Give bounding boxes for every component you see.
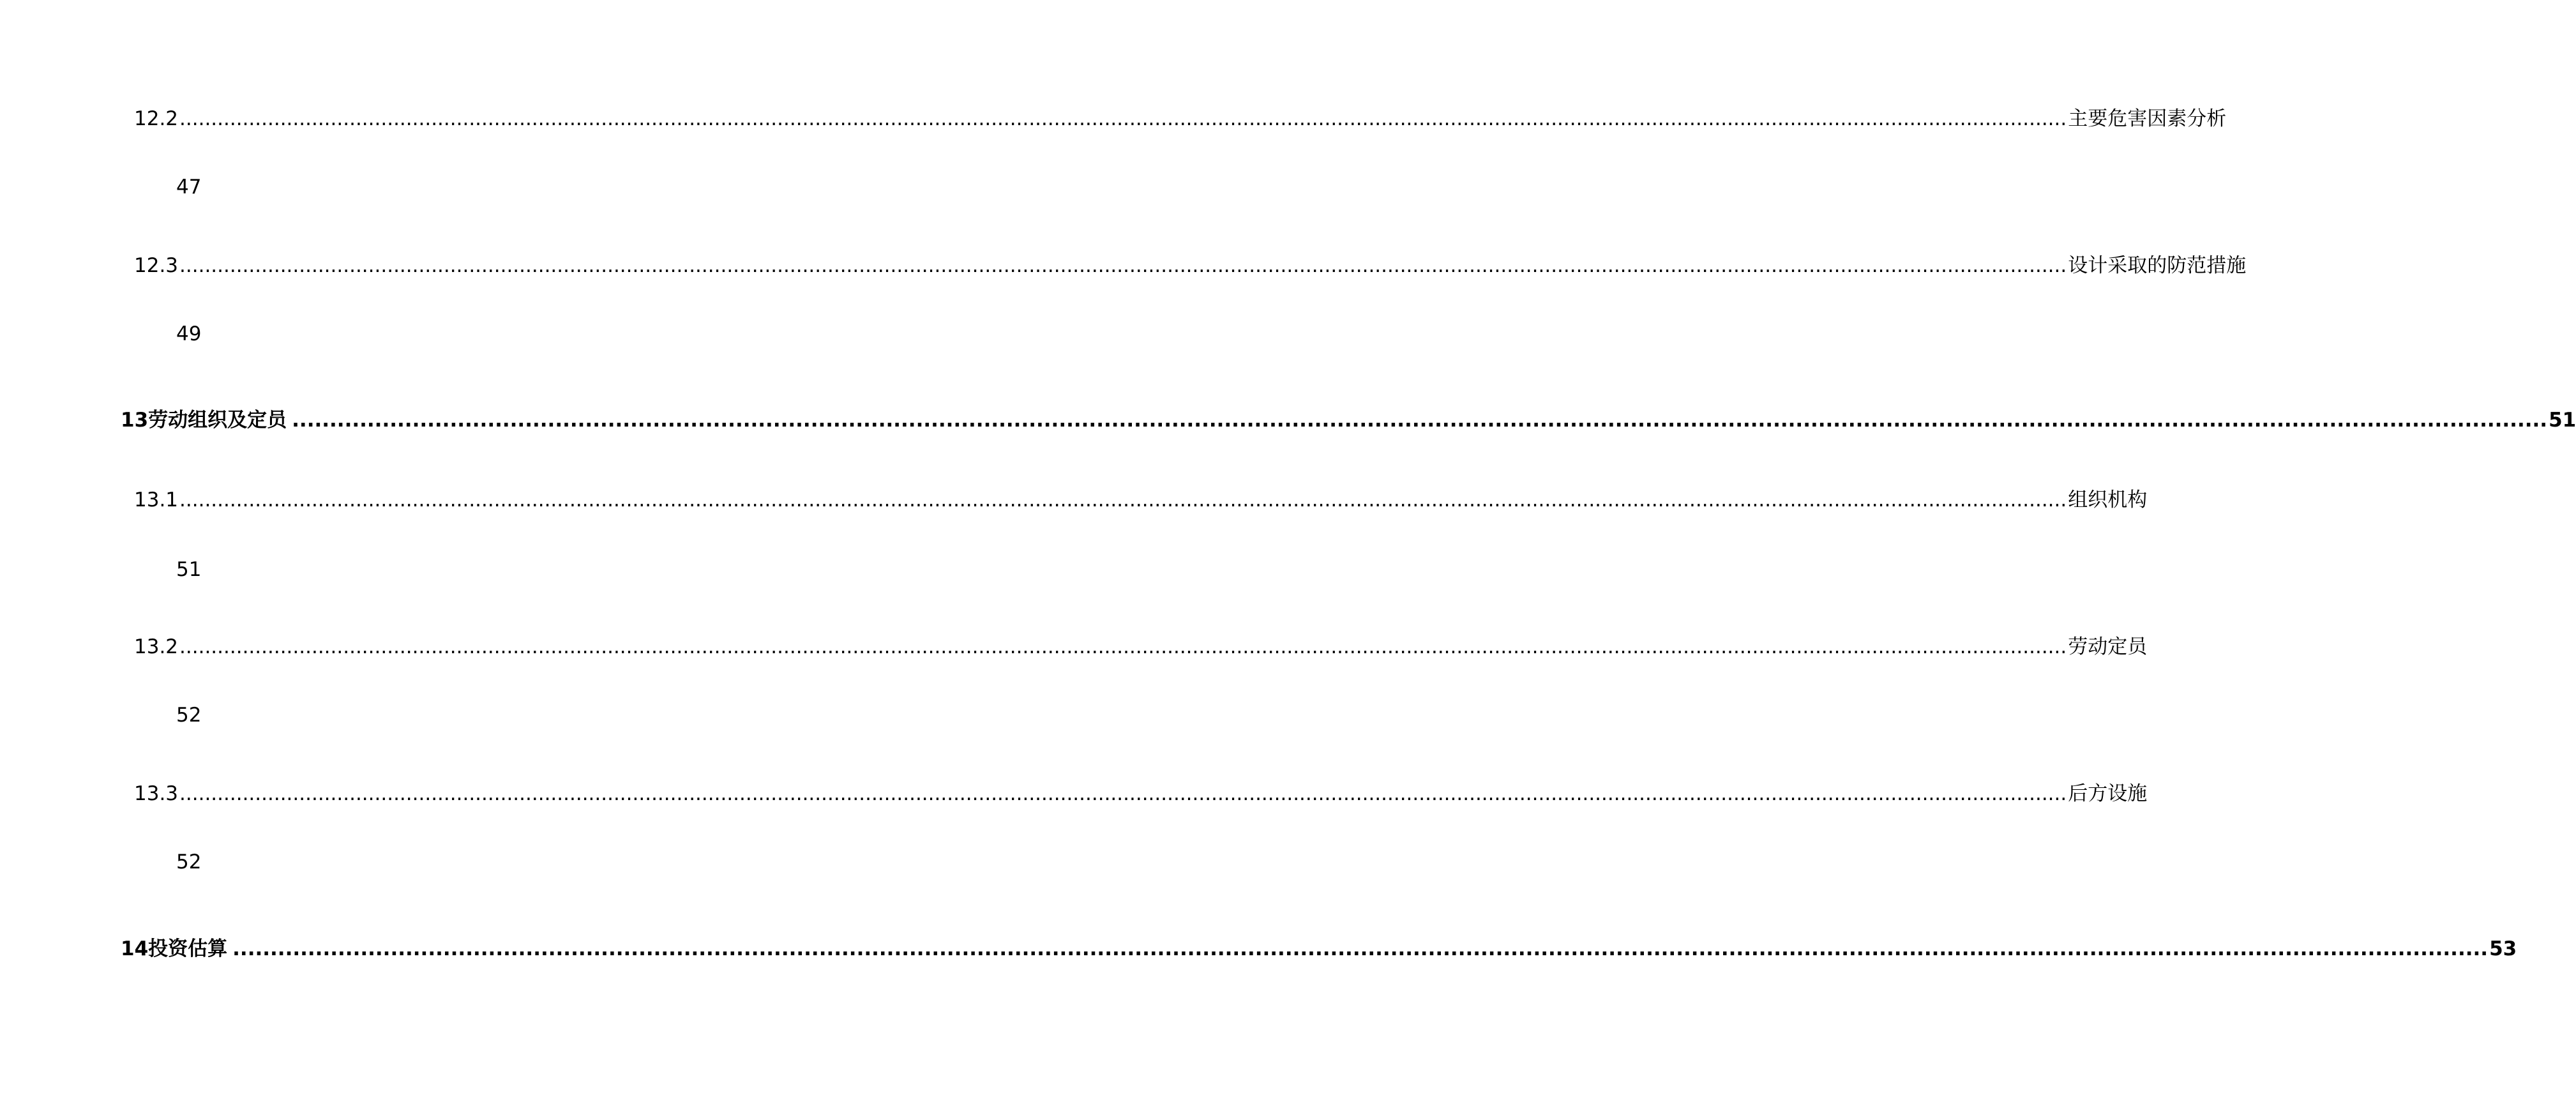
dot-leader: ............................................................................................................................................................................................................................................................................................................ bbox=[179, 635, 2067, 658]
toc-page-number: 51 bbox=[176, 558, 202, 581]
toc-title: 后方设施 bbox=[2068, 782, 2148, 805]
toc-title: 劳动定员 bbox=[2068, 635, 2148, 658]
toc-entry-13[interactable] bbox=[121, 404, 2576, 432]
toc-entry-14[interactable] bbox=[121, 932, 2517, 961]
toc-entry-13-1[interactable] bbox=[134, 483, 2148, 512]
toc-entry-12-3[interactable] bbox=[134, 249, 2247, 278]
toc-title: 组织机构 bbox=[2068, 488, 2148, 511]
dot-leader: ............................................................................................................................................................................................................................................................................................................ bbox=[179, 254, 2067, 277]
toc-entry-12-2[interactable] bbox=[134, 102, 2227, 131]
toc-number: 12.3 bbox=[134, 254, 179, 277]
toc-page-number: 53 bbox=[2489, 937, 2517, 960]
toc-title: 主要危害因素分析 bbox=[2068, 107, 2227, 130]
toc-number: 13.1 bbox=[134, 488, 179, 511]
toc-number: 13 bbox=[121, 409, 149, 432]
toc-page-number: 47 bbox=[176, 176, 202, 199]
toc-number: 14 bbox=[121, 937, 149, 960]
dot-leader: ............................................................................................................................................................................................................................................................................................................ bbox=[179, 488, 2067, 511]
dot-leader: ............................................................................................................................................................................................................................................................................................................ bbox=[232, 937, 2489, 960]
dot-leader: ............................................................................................................................................................................................................................................................................................................ bbox=[179, 107, 2067, 130]
toc-page-number: 51 bbox=[2549, 409, 2576, 432]
toc-number: 12.2 bbox=[134, 107, 179, 130]
toc-page-number: 49 bbox=[176, 322, 202, 345]
toc-number: 13.2 bbox=[134, 635, 179, 658]
toc-number: 13.3 bbox=[134, 782, 179, 805]
toc-title: 劳动组织及定员 bbox=[148, 409, 287, 432]
dot-leader: ............................................................................................................................................................................................................................................................................................................ bbox=[179, 782, 2067, 805]
toc-entry-13-2[interactable] bbox=[134, 630, 2148, 659]
toc-page-number: 52 bbox=[176, 704, 202, 727]
toc-title: 投资估算 bbox=[148, 937, 228, 960]
toc-title: 设计采取的防范措施 bbox=[2068, 254, 2247, 277]
toc-page-number: 52 bbox=[176, 851, 202, 874]
dot-leader: ............................................................................................................................................................................................................................................................................................................ bbox=[292, 409, 2548, 432]
toc-entry-13-3[interactable] bbox=[134, 777, 2148, 806]
